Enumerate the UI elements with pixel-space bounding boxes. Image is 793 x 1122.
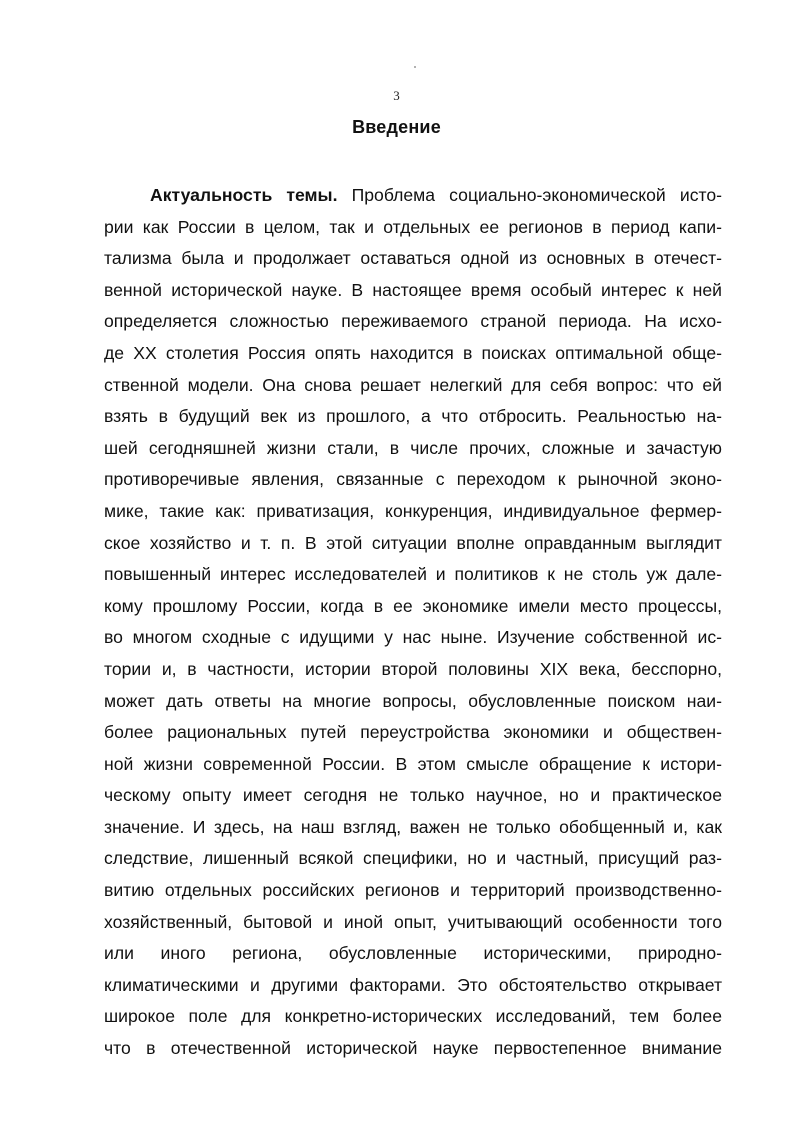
text-line: во многом сходные с идущими у нас ныне. Изучение собственной ис- [104,627,722,648]
text-line: ной жизни современной России. В этом смысле обращение к истори- [104,753,722,774]
text-line: рии как России в целом, так и отдельных ее регионов в период капи- [104,216,722,237]
first-line-text: Проблема социально-экономической исто- [351,185,723,205]
text-line: может дать ответы на многие вопросы, обусловленные поиском наи- [104,690,722,711]
page-title: Введение [352,117,441,137]
text-line: взять в будущий век из прошлого, а что отбросить. Реальностью на- [104,406,722,427]
text-line: повышенный интерес исследователей и политиков к не столь уж дале- [104,564,722,585]
text-line: витию отдельных российских регионов и территорий производственно- [104,880,722,901]
text-line: де XX столетия Россия опять находится в поисках оптимальной обще- [104,342,722,363]
text-line: кому прошлому России, когда в ее экономике имели место процессы, [104,595,722,616]
text-line: хозяйственный, бытовой и иной опыт, учитывающий особенности того [104,911,722,932]
paragraph-lines [104,212,722,1065]
scan-speck [414,66,416,68]
text-line: венной исторической науке. В настоящее время особый интерес к ней [104,279,722,300]
text-line: определяется сложностью переживаемого страной периода. На исхо- [104,311,722,332]
text-line: или иного региона, обусловленные историческими, природно- [104,943,722,964]
text-line: ственной модели. Она снова решает нелегкий для себя вопрос: что ей [104,374,722,395]
page-number: 3 [393,88,400,103]
paragraph-first-line [104,180,722,212]
text-line: значение. И здесь, на наш взгляд, важен не только обобщенный и, как [104,816,722,837]
text-line: ческому опыту имеет сегодня не только научное, но и практическое [104,785,722,806]
text-line: климатическими и другими факторами. Это обстоятельство открывает [104,974,722,995]
text-line: противоречивые явления, связанные с переходом к рыночной эконо- [104,469,722,490]
text-line: широкое поле для конкретно-исторических исследований, тем более [104,1006,722,1027]
body-paragraph [104,180,722,1065]
text-line: более рациональных путей переустройства экономики и обществен- [104,722,722,743]
lead-term: Актуальность темы. [150,185,338,205]
text-line: тализма была и продолжает оставаться одной из основных в отечест- [104,248,722,269]
text-line: что в отечественной исторической науке первостепенное внимание [104,1038,722,1059]
text-line: следствие, лишенный всякой специфики, но и частный, присущий раз- [104,848,722,869]
text-line: шей сегодняшней жизни стали, в числе прочих, сложные и зачастую [104,437,722,458]
text-line: мике, такие как: приватизация, конкуренция, индивидуальное фермер- [104,500,722,521]
text-line: тории и, в частности, истории второй половины XIX века, бесспорно, [104,658,722,679]
text-line: ское хозяйство и т. п. В этой ситуации вполне оправданным выглядит [104,532,722,553]
